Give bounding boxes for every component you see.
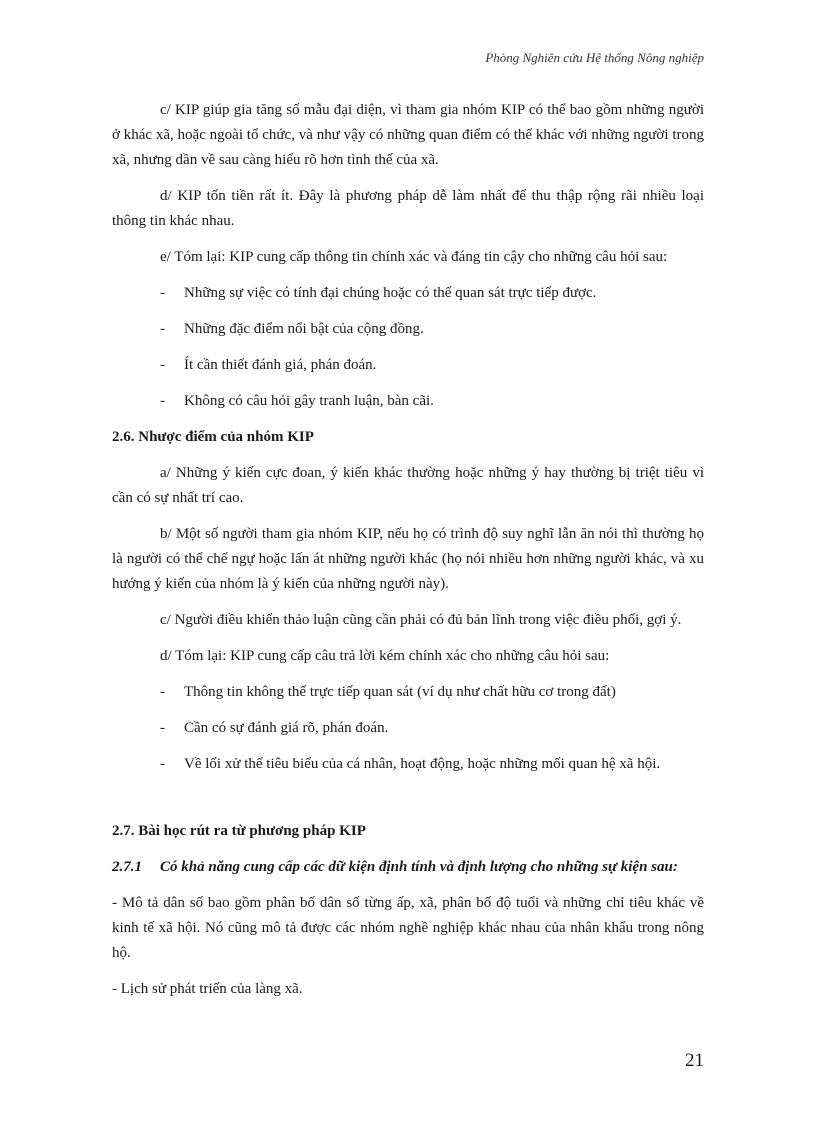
- bullet-dash: -: [160, 684, 165, 700]
- list-item: - Không có câu hỏi gây tranh luận, bàn cãi.: [112, 389, 704, 414]
- bullet-dash: -: [160, 357, 165, 373]
- paragraph-2-6-c: c/ Người điều khiển thảo luận cũng cần phải có đủ bản lĩnh trong việc điều phối, gợi ý.: [160, 612, 682, 628]
- paragraph-2-7-1-item2: - Lịch sử phát triển của làng xã.: [112, 981, 303, 997]
- list-item: - Cần có sự đánh giá rõ, phán đoán.: [112, 716, 704, 741]
- section-heading-2-6: 2.6. Nhược điểm của nhóm KIP: [112, 429, 314, 445]
- subsection-number: 2.7.1: [112, 859, 142, 875]
- paragraph-2-7-1-item1: - Mô tả dân số bao gồm phân bố dân số từng ấp, xã, phân bố độ tuổi và những chỉ tiêu khác về kinh tế xã hội. Nó cũng mô tả được các nhóm nghề nghiệp khác nhau của nhân khẩu trong nông hộ.: [112, 895, 704, 961]
- bullet-dash: -: [160, 393, 165, 409]
- bullet-dash: -: [160, 756, 165, 772]
- bullet-dash: -: [160, 720, 165, 736]
- disadvantage-list: [112, 680, 704, 777]
- list-item: - Về lối xử thế tiêu biểu của cá nhân, hoạt động, hoặc những mối quan hệ xã hội.: [112, 752, 704, 777]
- paragraph-2-6-b: b/ Một số người tham gia nhóm KIP, nếu họ có trình độ suy nghĩ lẫn ăn nói thì thường họ là người có thể chế ngự hoặc lấn át những người khác (họ nói nhiều hơn những người khác, và xu hướng ý kiến của nhóm là ý kiến của những người này).: [112, 526, 704, 592]
- list-item: - Ít cần thiết đánh giá, phán đoán.: [112, 353, 704, 378]
- paragraph-2-6-a: a/ Những ý kiến cực đoan, ý kiến khác thường hoặc những ý hay thường bị triệt tiêu vì cần có sự nhất trí cao.: [112, 465, 704, 506]
- bullet-dash: -: [160, 321, 165, 337]
- paragraph-d: d/ KIP tốn tiền rất ít. Đây là phương pháp dễ làm nhất để thu thập rộng rãi nhiều loại thông tin khác nhau.: [112, 188, 704, 229]
- page-body: [112, 98, 704, 1013]
- section-heading-2-7: 2.7. Bài học rút ra từ phương pháp KIP: [112, 823, 366, 839]
- paragraph-e: e/ Tóm lại: KIP cung cấp thông tin chính xác và đáng tin cậy cho những câu hỏi sau:: [160, 249, 668, 265]
- running-header: Phòng Nghiên cứu Hệ thống Nông nghiệp: [485, 50, 704, 65]
- advantage-list: [112, 281, 704, 414]
- paragraph-2-6-d: d/ Tóm lại: KIP cung cấp câu trả lời kém chính xác cho những câu hỏi sau:: [160, 648, 610, 664]
- list-item: - Những sự việc có tính đại chúng hoặc có thể quan sát trực tiếp được.: [112, 281, 704, 306]
- page-number: 21: [685, 1050, 704, 1071]
- list-item: - Thông tin không thể trực tiếp quan sát (ví dụ như chất hữu cơ trong đất): [112, 680, 704, 705]
- paragraph-c: c/ KIP giúp gia tăng số mẫu đại diện, vì tham gia nhóm KIP có thể bao gồm những người ở khác xã, hoặc ngoài tổ chức, và như vậy có những quan điểm có thể khác với những người trong xã, nhưng dần về sau càng hiểu rõ hơn tình thế của xã.: [112, 102, 704, 168]
- subsection-title: Có khả năng cung cấp các dữ kiện định tính và định lượng cho những sự kiện sau:: [160, 859, 678, 875]
- list-item: - Những đặc điểm nổi bật của cộng đồng.: [112, 317, 704, 342]
- subsection-heading-2-7-1: [112, 855, 704, 880]
- bullet-dash: -: [160, 285, 165, 301]
